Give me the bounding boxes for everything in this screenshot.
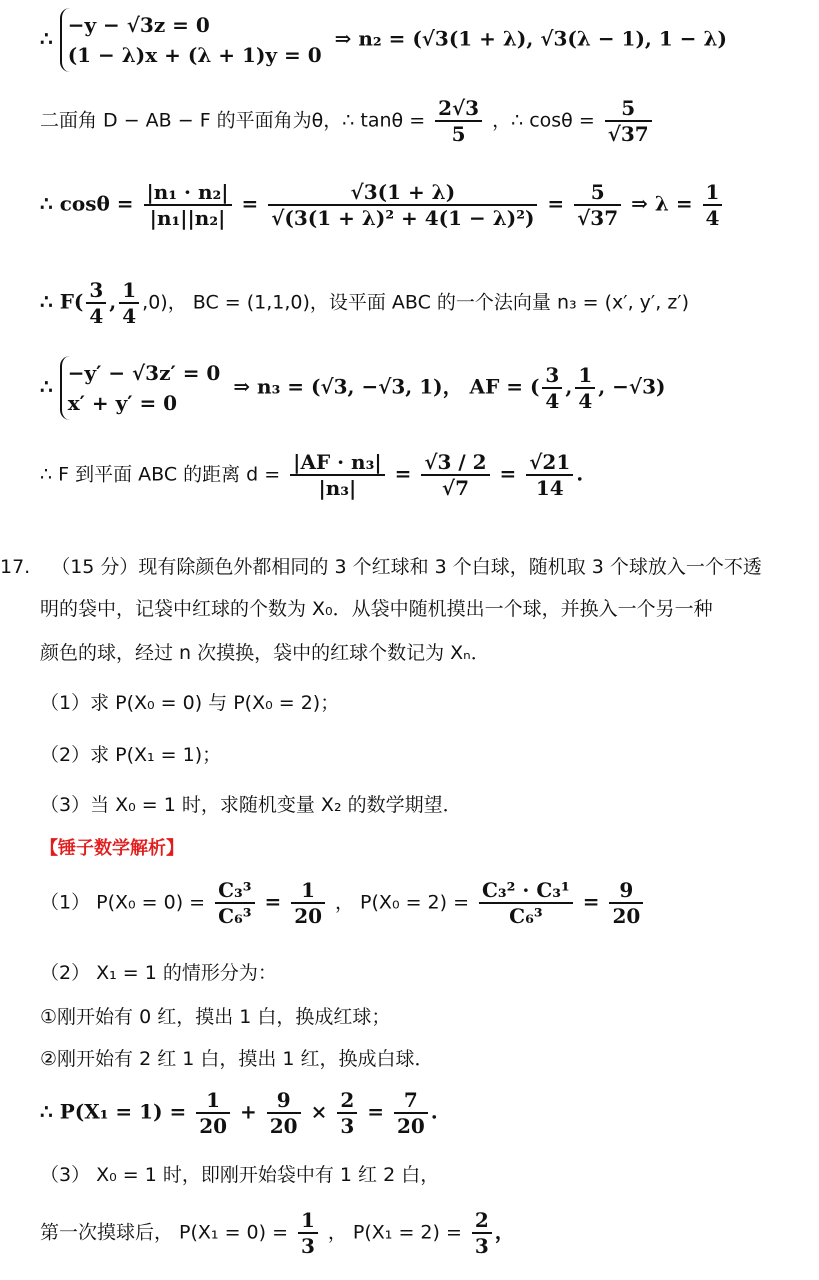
question-text-3: 颜色的球，经过 n 次摸换，袋中的红球个数记为 Xₙ． [40, 642, 490, 664]
normal-vector-n3: ⇒ n₃ = (√3, −√3, 1)， AF = ( [233, 374, 540, 399]
case-1-text: ①刚开始有 0 红，摸出 1 白，换成红球； [40, 1006, 391, 1028]
a1-frac-2: $\frac{1}{20}$ [291, 878, 325, 928]
cos-fraction: $\frac{5}{√37}$ [605, 96, 652, 146]
AF-end: , −√3) [598, 374, 666, 399]
a2-frac-2: $\frac{9}{20}$ [267, 1088, 301, 1138]
a1-frac-4: $\frac{9}{20}$ [609, 878, 643, 928]
answer-2-case-2 [40, 1044, 434, 1071]
part-2 [40, 740, 221, 767]
sys2-eq-a: −y′ − √3z′ = 0 [67, 361, 221, 385]
distance-frac-3: $\frac{√21}{14}$ [526, 450, 573, 500]
a1-frac-1: $\frac{\text{C₃³}}{\text{C₆³}}$ [215, 878, 254, 928]
sys-eq-a: −y − √3z = 0 [67, 13, 210, 37]
distance-text: ∴ F 到平面 ABC 的距离 d = [40, 463, 281, 486]
cos-frac-1: $\frac{\text{|n₁ · n₂|}}{\text{|n₁||n₂|}}$ [144, 180, 232, 230]
question-text-1: （15 分）现有除颜色外都相同的 3 个红球和 3 个白球，随机取 3 个球放入一个不透 [51, 556, 762, 578]
answer-2-equation: ∴ P(X₁ = 1) = $\frac{1}{20}$ + $\frac{9}{20}$ × $\frac{2}{3}$ = $\frac{7}{20}$ . [40, 1088, 438, 1138]
distance-frac-1: $\frac{\text{|AF · n₃|}}{\text{|n₃|}}$ [290, 450, 384, 500]
system-brace-2 [60, 356, 227, 420]
cos-equation-line: ∴ cosθ = $\frac{\text{|n₁ · n₂|}}{\text{|n₁||n₂|}}$ = $\frac{√3(1 + \lambda)}{\text{√(3(1 + λ)² + 4(1 − λ)²)}}$ = $\frac{5}{√37}$ ⇒ λ = $\frac{1}{4}$ [40, 180, 725, 230]
F-y-fraction: $\frac{1}{4}$ [119, 278, 139, 328]
cos-frac-2: $\frac{√3(1 + \lambda)}{\text{√(3(1 + λ)² + 4(1 − λ)²)}}$ [268, 180, 537, 230]
answer-1-lead: （1） P(X₀ = 0) = [40, 891, 206, 914]
a3-lead: 第一次摸球后， P(X₁ = 0) = [40, 1221, 289, 1244]
a3-frac-1: $\frac{1}{3}$ [298, 1208, 318, 1258]
normal-vector-n2: ⇒ n₂ = (√3(1 + λ), √3(λ − 1), 1 − λ) [334, 26, 727, 51]
a2-frac-1: $\frac{1}{20}$ [196, 1088, 230, 1138]
lambda-arrow: ⇒ λ = [631, 191, 693, 216]
dihedral-text: 二面角 D − AB − F 的平面角为θ，∴ tanθ = [40, 109, 426, 132]
question-text-2: 明的袋中，记袋中红球的个数为 X₀．从袋中随机摸出一个球，并换入一个另一种 [40, 598, 713, 620]
analysis-title: 【锤子数学解析】 [40, 838, 184, 859]
a1-frac-3: $\frac{\text{C₃² · C₃¹}}{\text{C₆³}}$ [479, 878, 573, 928]
question-17-line-2 [40, 594, 713, 621]
F-x-fraction: $\frac{3}{4}$ [86, 278, 106, 328]
point-F-lead: ∴ F( [40, 289, 84, 314]
equation-system-2: ∴ −y′ − √3z′ = 0 x′ + y′ = 0 ⇒ n₃ = (√3, −√3, 1)， AF = ( $\frac{3}{4}$ , $\frac{1}{4}$ , −√3) [40, 356, 665, 420]
AF-y-fraction: $\frac{1}{4}$ [575, 363, 595, 413]
analysis-heading [40, 834, 184, 860]
sys2-eq-b: x′ + y′ = 0 [67, 391, 178, 415]
cos-text: ，∴ cosθ = [492, 109, 595, 132]
dihedral-angle-line [40, 96, 655, 146]
distance-frac-2: $\frac{√3 / 2}{√7}$ [421, 450, 489, 500]
part-1 [40, 688, 339, 715]
AF-x-fraction: $\frac{3}{4}$ [542, 363, 562, 413]
part-3 [40, 790, 462, 817]
answer-2-text: （2） X₁ = 1 的情形分为： [40, 962, 277, 984]
distance-line: ∴ F 到平面 ABC 的距离 d = $\frac{\text{|AF · n₃|}}{\text{|n₃|}}$ = $\frac{√3 / 2}{√7}$ = $\frac{√21}{14}$ . [40, 450, 584, 500]
a2-frac-3: $\frac{2}{3}$ [337, 1088, 357, 1138]
answer-3 [40, 1160, 439, 1187]
a3-frac-2: $\frac{2}{3}$ [472, 1208, 492, 1258]
question-number: 17. [0, 556, 31, 578]
equation-system-1: ∴ −y − √3z = 0 (1 − λ)x + (λ + 1)y = 0 ⇒ n₂ = (√3(1 + λ), √3(λ − 1), 1 − λ) [40, 8, 727, 72]
a2-lead: ∴ P(X₁ = 1) = [40, 1099, 187, 1124]
case-2-text: ②刚开始有 2 红 1 白，摸出 1 红，换成白球． [40, 1048, 434, 1070]
part-3-text: （3）当 X₀ = 1 时，求随机变量 X₂ 的数学期望． [40, 794, 462, 816]
question-17-line-1 [0, 552, 762, 579]
answer-2-case-1 [40, 1002, 390, 1029]
point-F-line: ∴ F( $\frac{3}{4}$ , $\frac{1}{4}$ ,0)， BC = (1,1,0)，设平面 ABC 的一个法向量 n₃ = (x′, y′, z′) [40, 278, 690, 328]
a3-mid: ， P(X₁ = 2) = [327, 1221, 462, 1244]
part-2-text: （2）求 P(X₁ = 1)； [40, 744, 222, 766]
part-1-text: （1）求 P(X₀ = 0) 与 P(X₀ = 2)； [40, 692, 340, 714]
answer-3-text: （3） X₀ = 1 时，即刚开始袋中有 1 红 2 白， [40, 1164, 440, 1186]
question-17-line-3 [40, 638, 490, 665]
cos-lead: ∴ cosθ = [40, 191, 134, 216]
answer-1-mid: ， P(X₀ = 2) = [335, 891, 470, 914]
a2-frac-4: $\frac{7}{20}$ [394, 1088, 428, 1138]
cos-frac-3: $\frac{5}{√37}$ [574, 180, 621, 230]
lambda-fraction: $\frac{1}{4}$ [703, 180, 723, 230]
sys-eq-b: (1 − λ)x + (λ + 1)y = 0 [67, 43, 322, 67]
answer-3-first-draw: 第一次摸球后， P(X₁ = 0) = $\frac{1}{3}$ ， P(X₁ = 2) = $\frac{2}{3}$ ， [40, 1208, 515, 1258]
BC-normal-text: ,0)， BC = (1,1,0)，设平面 ABC 的一个法向量 n₃ = (x′, y′, z′) [142, 291, 690, 314]
tan-fraction: $\frac{2√3}{5}$ [435, 96, 482, 146]
answer-2 [40, 958, 277, 985]
system-brace [60, 8, 328, 72]
answer-1: （1） P(X₀ = 0) = $\frac{\text{C₃³}}{\text{C₆³}}$ = $\frac{1}{20}$ ， P(X₀ = 2) = $\frac{\text{C₃² · C₃¹}}{\text{C₆³}}$ = $\frac{9}{20}$ [40, 878, 646, 928]
